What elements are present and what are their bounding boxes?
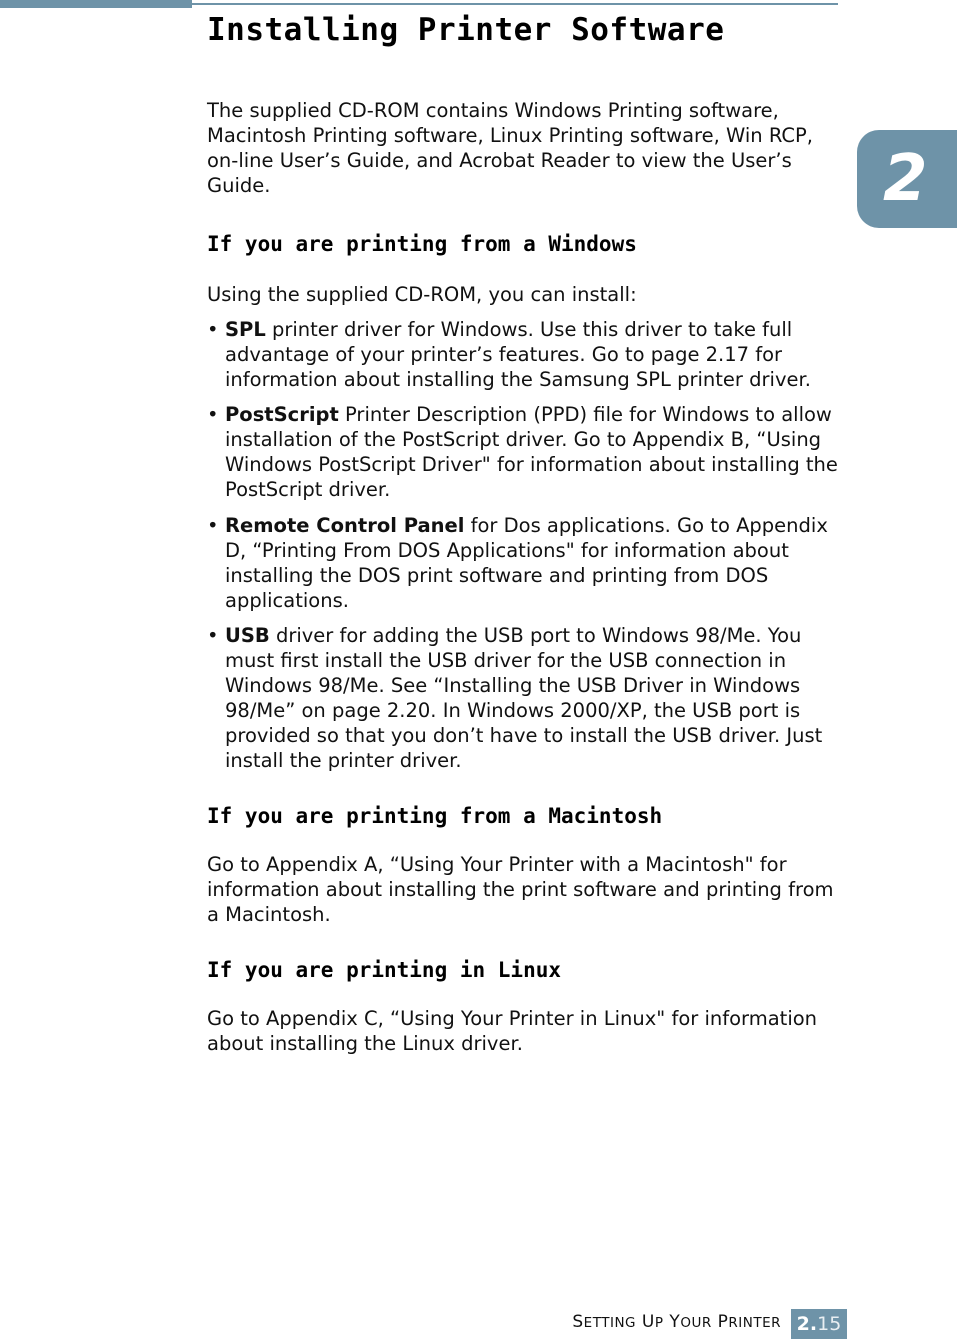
bullet-remote-control-panel — [207, 513, 839, 613]
linux-heading: If you are printing in Linux — [207, 958, 562, 982]
footer-section-title: SETTING UP YOUR PRINTER — [572, 1312, 781, 1332]
bullet-text: for Dos applications. Go to Appendix D, “Printing From DOS Applications" for information about installing the DOS print software and printing from DOS applications. — [225, 514, 828, 612]
bullet-text: printer driver for Windows. Use this driver to take full advantage of your printer’s features. Go to page 2.17 for information about installing the Samsung SPL printer driver. — [225, 318, 811, 391]
intro-paragraph: The supplied CD-ROM contains Windows Printing software, Macintosh Printing software, Linux Printing software, Win RCP, on-line User’s Guide, and Acrobat Reader to view the User’s Guide. — [207, 99, 813, 197]
linux-paragraph: Go to Appendix C, “Using Your Printer in Linux" for information about installing the Linux driver. — [207, 1007, 818, 1055]
bullet-term: Remote Control Panel — [225, 514, 465, 537]
bullet-dot-icon: • — [207, 624, 219, 647]
windows-heading: If you are printing from a Windows — [207, 232, 637, 256]
header-rule — [192, 3, 838, 5]
bullet-dot-icon: • — [207, 318, 219, 341]
windows-lead: Using the supplied CD-ROM, you can install: — [207, 283, 637, 306]
macintosh-paragraph: Go to Appendix A, “Using Your Printer with a Macintosh" for information about installing the print software and printing from a Macintosh. — [207, 853, 834, 926]
page-number-badge: 2.15 — [791, 1309, 847, 1339]
header-accent-bar — [0, 0, 192, 8]
macintosh-heading: If you are printing from a Macintosh — [207, 804, 663, 828]
bullet-dot-icon: • — [207, 514, 219, 537]
bullet-term: SPL — [225, 318, 266, 341]
bullet-term: PostScript — [225, 403, 339, 426]
bullet-usb — [207, 623, 839, 773]
bullet-spl — [207, 317, 839, 392]
bullet-text: driver for adding the USB port to Windows 98/Me. You must first install the USB driver for the USB connection in Windows 98/Me. See “Installing the USB Driver in Windows 98/Me” on page 2.20. In Windows 2000/XP, the USB port is provided so that you don’t have to install the USB driver. Just install the printer driver. — [225, 624, 823, 772]
bullet-postscript — [207, 402, 839, 502]
bullet-dot-icon: • — [207, 403, 219, 426]
bullet-text: Printer Description (PPD) file for Windows to allow installation of the PostScript driver. Go to Appendix B, “Using Windows PostScript Driver" for information about installing the PostScript driver. — [225, 403, 838, 501]
page-title: Installing Printer Software — [207, 12, 725, 48]
bullet-term: USB — [225, 624, 270, 647]
chapter-tab: 2 — [857, 130, 957, 228]
